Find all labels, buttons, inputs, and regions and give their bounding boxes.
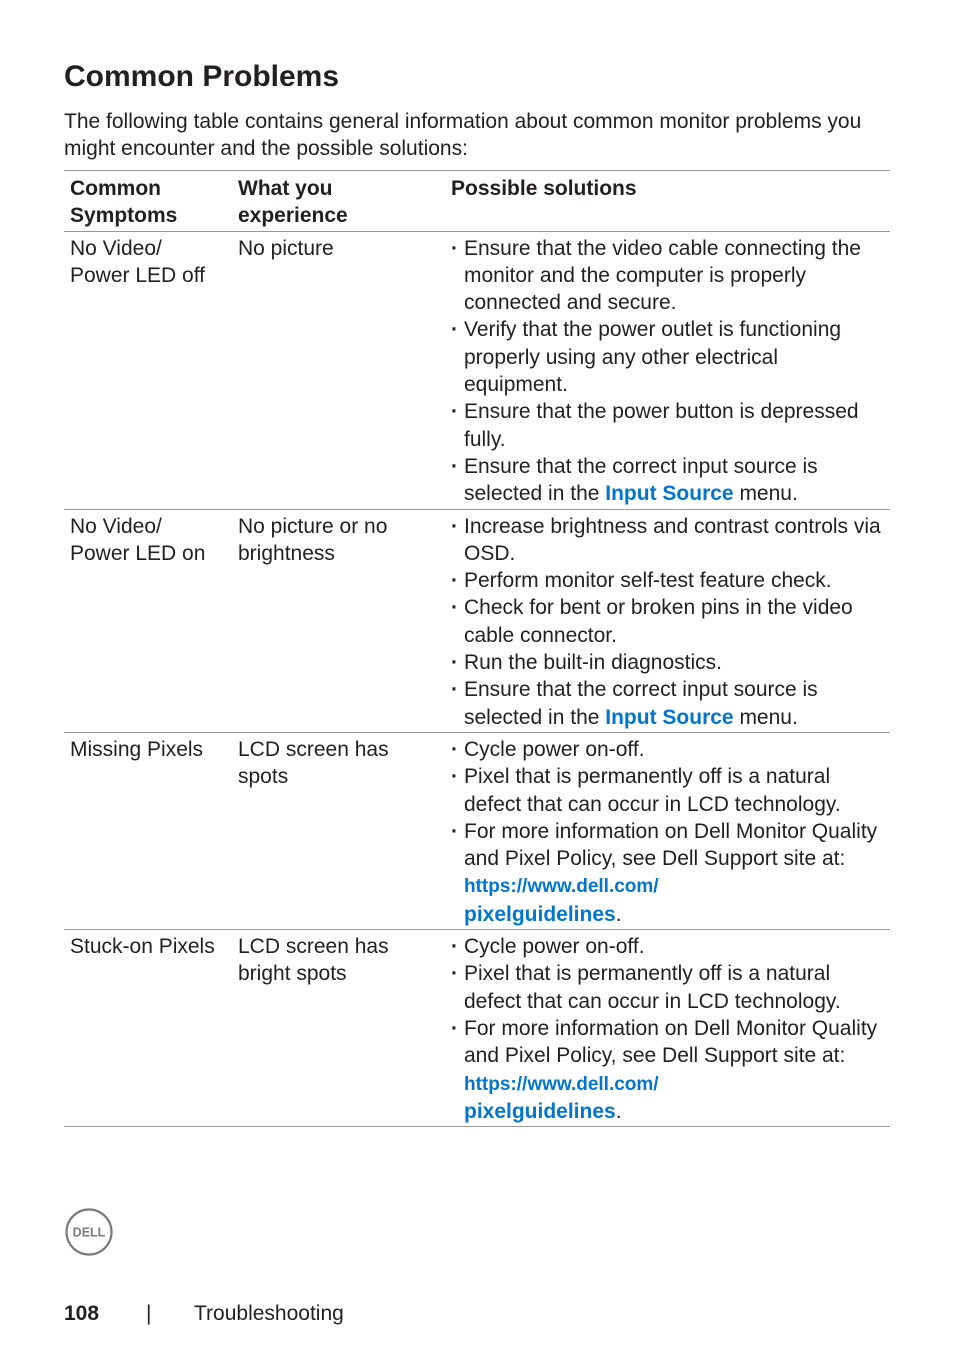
symptom-cell: No Video/ Power LED on	[70, 514, 206, 565]
dell-logo	[65, 1208, 113, 1256]
page-number: 108	[64, 1302, 100, 1325]
solution-item	[451, 567, 884, 594]
section-name: Troubleshooting	[194, 1302, 344, 1325]
solution-text: Ensure that the power button is depressed fully.	[464, 400, 859, 451]
experience-cell: No picture or no brightness	[238, 514, 388, 565]
table-row	[64, 509, 890, 732]
solution-item	[451, 933, 884, 960]
solution-text: Increase brightness and contrast controls via OSD.	[464, 514, 881, 565]
input-source-menu-reference: Input Source	[605, 482, 734, 506]
dell-logo-text: DELL	[72, 1225, 106, 1240]
header-what-you-experience: What you experience	[232, 171, 445, 232]
solution-item	[451, 763, 884, 818]
solution-item	[451, 594, 884, 649]
solutions-list	[451, 235, 884, 508]
solution-item	[451, 960, 884, 1015]
header-common-symptoms: Common Symptoms	[64, 171, 232, 232]
table-row	[64, 231, 890, 509]
solution-text-end: .	[615, 1099, 622, 1123]
solution-text: Perform monitor self-test feature check.	[464, 569, 832, 593]
dell-support-link[interactable]: https://www.dell.com/	[464, 1073, 659, 1095]
solutions-list	[451, 933, 884, 1125]
solution-item	[451, 818, 884, 928]
dell-support-link-path[interactable]: pixelguidelines	[464, 1099, 616, 1123]
table-header	[64, 171, 890, 232]
solution-item	[451, 235, 884, 317]
experience-cell: No picture	[238, 236, 334, 260]
solution-text: For more information on Dell Monitor Quality and Pixel Policy, see Dell Support site at:	[464, 1016, 878, 1068]
solution-item	[451, 316, 884, 398]
experience-cell: LCD screen has spots	[238, 737, 389, 789]
solutions-cell	[445, 231, 890, 509]
dell-support-link-path[interactable]: pixelguidelines	[464, 902, 616, 926]
solution-text: Pixel that is permanently off is a natural defect that can occur in LCD technology.	[464, 962, 841, 1013]
solutions-list	[451, 736, 884, 928]
solutions-list	[451, 513, 884, 731]
header-possible-solutions: Possible solutions	[445, 171, 890, 232]
solution-text: Ensure that the video cable connecting the monitor and the computer is properly connected and secure.	[464, 236, 861, 315]
header-row	[64, 171, 890, 232]
solution-item	[451, 676, 884, 731]
solution-text: Pixel that is permanently off is a natural defect that can occur in LCD technology.	[464, 765, 841, 816]
solutions-cell	[445, 930, 890, 1127]
intro-paragraph: The following table contains general information about common monitor problems you might encounter and the possible solutions:	[64, 110, 862, 160]
solution-text-end: menu.	[733, 705, 798, 729]
dell-support-link[interactable]: https://www.dell.com/	[464, 876, 659, 898]
footer-separator: |	[146, 1302, 152, 1325]
page-title: Common Problems	[64, 60, 340, 93]
solution-text: Ensure that the correct input source is selected in the	[464, 454, 818, 506]
solution-item	[451, 736, 884, 763]
table-row	[64, 930, 890, 1127]
table-body	[64, 231, 890, 1127]
solution-text: Verify that the power outlet is functioning properly using any other electrical equipment.	[464, 318, 842, 397]
solution-item	[451, 1015, 884, 1125]
solutions-cell	[445, 509, 890, 732]
solution-item	[451, 453, 884, 508]
table-row	[64, 732, 890, 929]
solution-text-end: menu.	[733, 482, 798, 506]
solution-text: Run the built-in diagnostics.	[464, 651, 722, 675]
symptom-cell: Stuck-on Pixels	[70, 935, 215, 959]
solution-text-end: .	[615, 902, 622, 926]
common-problems-table	[64, 170, 890, 1127]
solution-item	[451, 513, 884, 568]
solution-item	[451, 398, 884, 453]
symptom-cell: No Video/ Power LED off	[70, 236, 206, 287]
solution-text: For more information on Dell Monitor Quality and Pixel Policy, see Dell Support site at:	[464, 819, 878, 871]
input-source-menu-reference: Input Source	[605, 705, 734, 729]
symptom-cell: Missing Pixels	[70, 737, 204, 761]
experience-cell: LCD screen has bright spots	[238, 935, 389, 986]
solution-text: Cycle power on-off.	[464, 935, 645, 959]
solution-text: Ensure that the correct input source is selected in the	[464, 678, 818, 729]
solution-text: Cycle power on-off.	[464, 737, 645, 761]
solution-item	[451, 649, 884, 676]
solution-text: Check for bent or broken pins in the video cable connector.	[464, 596, 853, 647]
solutions-cell	[445, 732, 890, 929]
